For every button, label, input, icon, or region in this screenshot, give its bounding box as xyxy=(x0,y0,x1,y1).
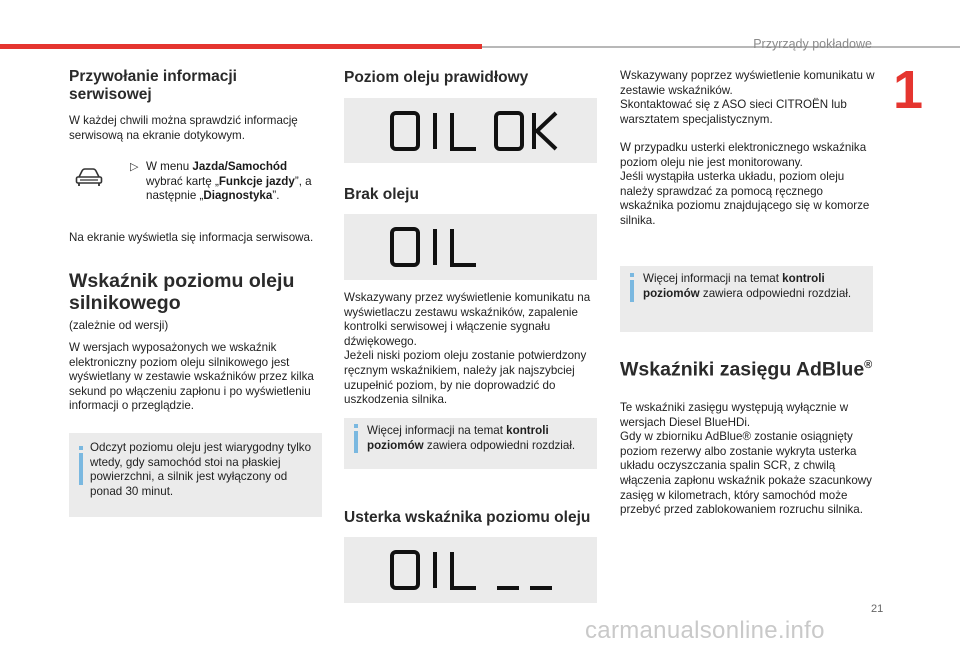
adblue-text: Te wskaźniki zasięgu występują wyłącznie w wersjach Diesel BlueHDi. Gdy w zbiorniku AdBlue® zostanie osiągnięty poziom rezerwy albo zostanie wykryta usterka układu oczyszczania spalin SCR, z chwilą włączenia zapłonu wskaźnik pokaże szacunkowy zasięg w kilometrach, który samochód może przebyć przed zablokowaniem rozruchu silnika. xyxy=(620,401,872,517)
adblue-heading: Wskaźniki zasięgu AdBlue® xyxy=(620,358,873,381)
fault-heading: Usterka wskaźnika poziomu oleju xyxy=(344,509,591,526)
bullet-icon: ▷ xyxy=(130,161,139,173)
no-oil-display xyxy=(344,214,597,280)
fault-text: Wskazywany poprzez wyświetlenie komunikatu w zestawie wskaźników. Skontaktować się z ASO sieci CITROËN lub warsztatem specjalistycznym. xyxy=(620,69,875,126)
chapter-number: 1 xyxy=(893,60,924,120)
note-text: Odczyt poziomu oleju jest wiarygodny tylko wtedy, gdy samochód stoi na płaskiej powierzchni, a silnik jest wyłączony od ponad 30 minut. xyxy=(90,441,312,498)
oil-fault-display xyxy=(344,537,597,603)
header-grey-line xyxy=(482,46,960,48)
oil-ok-graphic xyxy=(344,98,597,163)
section-title: Przyrządy pokładowe xyxy=(753,37,872,51)
gauge-version: (zależnie od wersji) xyxy=(69,319,169,332)
no-oil-heading: Brak oleju xyxy=(344,186,419,203)
menu-instruction xyxy=(130,160,320,204)
header-red-bar xyxy=(0,44,482,49)
note-text: Więcej informacji na temat kontroli poziomów zawiera odpowiedni rozdział. xyxy=(367,424,576,452)
gauge-heading: Wskaźnik poziomu oleju silnikowego xyxy=(69,270,295,314)
watermark: carmanualsonline.info xyxy=(585,617,825,644)
gauge-text: W wersjach wyposażonych we wskaźnik elektroniczny poziom oleju silnikowego jest wyświetlany w zestawie wskaźników przez kilka sekund po włączeniu zapłonu i po wyświetleniu informacji o przeglądzie. xyxy=(69,341,314,413)
info-icon xyxy=(630,280,634,302)
fault-text-2: W przypadku usterki elektronicznego wskaźnika poziom oleju nie jest monitorowany. Jeśli wystąpiła usterka układu, poziom oleju należy sprawdzać za pomocą ręcznego wskaźnika poziomu znajdującego się w komorze silnika. xyxy=(620,141,870,227)
note-text: Więcej informacji na temat kontroli poziomów zawiera odpowiedni rozdział. xyxy=(643,272,852,300)
note-box-levels xyxy=(620,266,873,332)
oil-ok-display xyxy=(344,98,597,163)
service-display-text: Na ekranie wyświetla się informacja serwisowa. xyxy=(69,231,314,244)
menu-name: Jazda/Samochód xyxy=(192,160,288,173)
note-box-level-reading xyxy=(69,433,322,517)
oil-ok-heading: Poziom oleju prawidłowy xyxy=(344,69,529,86)
page-number: 21 xyxy=(871,603,884,615)
menu-tab: Funkcje jazdy xyxy=(218,174,295,188)
service-heading: Przywołanie informacji serwisowej xyxy=(69,68,237,103)
note-box-level-check xyxy=(344,418,597,469)
service-intro: W każdej chwili można sprawdzić informację serwisową na ekranie dotykowym. xyxy=(69,114,298,142)
no-oil-graphic xyxy=(344,214,597,280)
info-icon xyxy=(354,431,358,453)
menu-sub: Diagnostyka xyxy=(203,189,273,203)
no-oil-text: Wskazywany przez wyświetlenie komunikatu na wyświetlaczu zestawu wskaźników, zapalenie kontrolki serwisowej i włączenie sygnału dźwiękowego. Jeżeli niski poziom oleju zostanie potwierdzony ręcznym wskaźnikiem, należy jak najszybciej uzupełnić poziom, by nie doprowadzić do uszkodzenia silnika. xyxy=(344,291,591,407)
oil-fault-graphic xyxy=(344,537,597,603)
menu-instruction-text: W menu Jazda/Samochód wybrać kartę „Funkcje jazdy”, a następnie „Diagnostyka”. xyxy=(146,160,312,203)
info-icon xyxy=(79,453,83,485)
car-icon xyxy=(74,167,104,189)
